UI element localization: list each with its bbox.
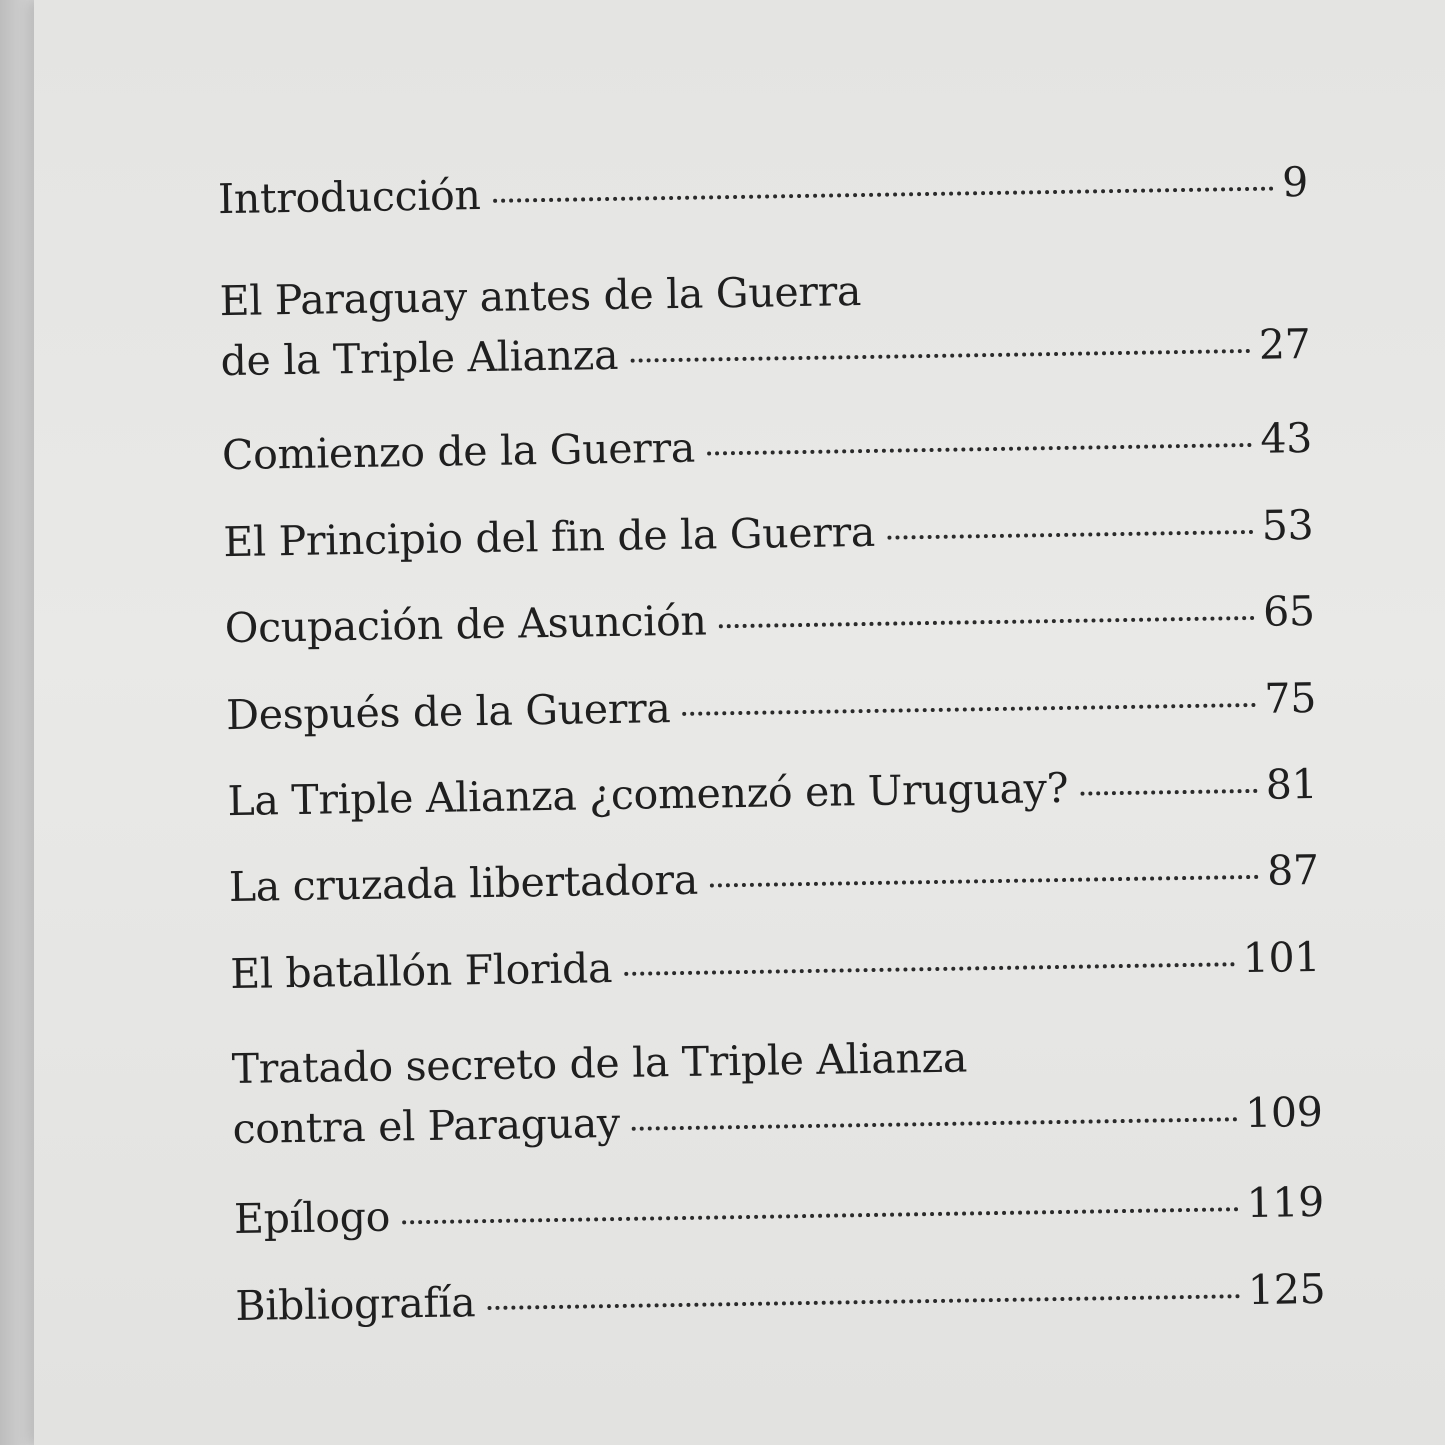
toc-title: Epílogo xyxy=(233,1192,391,1244)
toc-page-number: 81 xyxy=(1265,759,1318,809)
toc-entry-triple-alianza-uruguay xyxy=(227,754,1318,831)
toc-page-number: 43 xyxy=(1259,413,1313,463)
dot-leader xyxy=(710,875,1259,888)
dot-leader xyxy=(719,616,1256,628)
toc-entry-comienzo xyxy=(222,408,1313,485)
toc-entry-introduccion xyxy=(218,152,1309,229)
toc-page-number: 27 xyxy=(1258,320,1311,369)
toc-page-number: 53 xyxy=(1261,500,1314,550)
toc-page-number: 65 xyxy=(1262,586,1316,636)
toc-entry-despues xyxy=(226,668,1317,745)
dot-leader xyxy=(493,187,1275,203)
toc-entry-ocupacion xyxy=(224,581,1315,658)
toc-entry-batallon xyxy=(230,927,1321,1004)
toc-entry-bibliografia xyxy=(235,1259,1326,1336)
toc-title: Introducción xyxy=(217,171,481,224)
toc-title: Comienzo de la Guerra xyxy=(221,423,696,480)
toc-title: La cruzada libertadora xyxy=(228,855,699,912)
toc-page-number: 119 xyxy=(1246,1177,1325,1228)
toc-title: Después de la Guerra xyxy=(225,684,671,740)
dot-leader xyxy=(683,703,1257,716)
toc-page-number: 125 xyxy=(1247,1264,1326,1315)
toc-page-number: 9 xyxy=(1281,158,1309,207)
toc-page-number: 101 xyxy=(1242,932,1321,983)
toc-title: El batallón Florida xyxy=(229,944,613,999)
toc-title-line: El Paraguay antes de la Guerra xyxy=(219,267,862,326)
toc-page-number: 109 xyxy=(1244,1087,1323,1138)
toc-title: contra el Paraguay xyxy=(232,1098,621,1154)
dot-leader xyxy=(402,1207,1239,1224)
toc-entry-tratado-secreto xyxy=(231,1022,1323,1159)
toc-entry-paraguay-antes xyxy=(219,254,1311,391)
dot-leader xyxy=(632,1117,1238,1131)
dot-leader xyxy=(487,1294,1240,1310)
dot-leader xyxy=(630,349,1251,363)
toc-page-number: 75 xyxy=(1264,673,1317,723)
dot-leader xyxy=(1080,789,1258,796)
toc-title: Ocupación de Asunción xyxy=(224,596,707,653)
toc-title-line: Tratado secreto de la Triple Alianza xyxy=(231,1033,968,1094)
toc-entry-principio-del-fin xyxy=(223,495,1314,572)
toc-title: El Principio del fin de la Guerra xyxy=(223,507,876,567)
table-of-contents xyxy=(23,0,1445,1445)
toc-title: de la Triple Alianza xyxy=(220,330,619,386)
toc-entry-cruzada xyxy=(228,840,1319,917)
dot-leader xyxy=(887,530,1254,540)
dot-leader xyxy=(624,962,1235,976)
toc-entry-epilogo xyxy=(234,1172,1325,1249)
toc-title: Bibliografía xyxy=(235,1278,476,1331)
toc-page-number: 87 xyxy=(1266,845,1320,895)
book-page xyxy=(34,0,1445,1445)
toc-title: La Triple Alianza ¿comenzó en Uruguay? xyxy=(227,763,1069,826)
dot-leader xyxy=(707,443,1252,456)
